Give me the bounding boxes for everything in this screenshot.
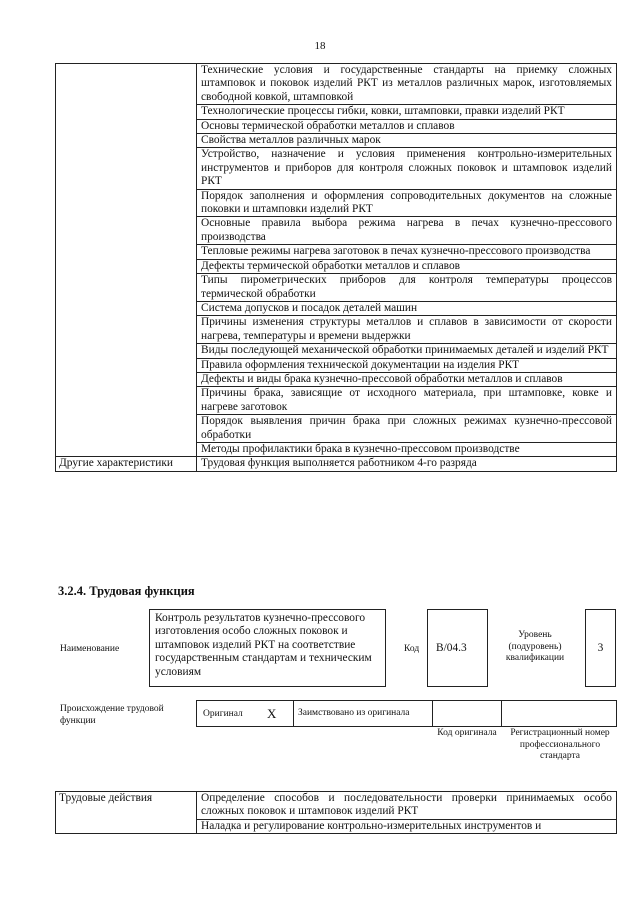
knowledge-item: Типы пирометрических приборов для контроля температуры процессов термической обработки (197, 274, 617, 302)
knowledge-item: Технические условия и государственные стандарты на приемку сложных штамповок и поковок изделий РКТ из металлов различных марок, изготовляемых свободной ковкой, штамповкой (197, 64, 617, 105)
knowledge-item: Устройство, назначение и условия применения контрольно-измерительных инструментов и приборов для контроля сложных поковок и штамповок изделий РКТ (197, 148, 617, 189)
knowledge-item: Дефекты термической обработки металлов и сплавов (197, 259, 617, 273)
knowledge-table (55, 63, 617, 472)
original-label: Оригинал (203, 709, 243, 719)
origin-label: Происхождение трудовой функции (60, 704, 164, 726)
knowledge-item: Система допусков и посадок деталей машин (197, 301, 617, 315)
knowledge-item: Причины изменения структуры металлов и сплавов в зависимости от скорости нагрева, температуры и времени выдержки (197, 316, 617, 344)
knowledge-item: Свойства металлов различных марок (197, 134, 617, 148)
knowledge-item: Тепловые режимы нагрева заготовок в печах кузнечно-прессового производства (197, 245, 617, 259)
section-title: 3.2.4. Трудовая функция (58, 584, 195, 598)
knowledge-item: Основные правила выбора режима нагрева в печах кузнечно-прессового производства (197, 217, 617, 245)
original-mark: X (267, 706, 277, 721)
code-label: Код (404, 644, 420, 654)
table-row (56, 792, 617, 820)
function-name-value: Контроль результатов кузнечно-прессового изготовления особо сложных поковок и штамповок изделий РКТ на соответствие государственным стандартам и техническим условиям (149, 609, 386, 687)
original-cell (196, 700, 294, 727)
other-characteristics-label: Другие характеристики (56, 457, 197, 471)
original-code-cell (432, 700, 502, 727)
knowledge-label-cell (56, 64, 197, 457)
knowledge-item: Причины брака, зависящие от исходного материала, при штамповке, ковке и нагреве заготовок (197, 387, 617, 415)
knowledge-item: Технологические процессы гибки, ковки, штамповки, правки изделий РКТ (197, 105, 617, 119)
borrowed-cell (293, 700, 433, 727)
knowledge-item: Правила оформления технической документации на изделия РКТ (197, 358, 617, 372)
knowledge-item: Порядок выявления причин брака при сложных режимах кузнечно-прессовой обработки (197, 415, 617, 443)
table-row (56, 457, 617, 471)
actions-label: Трудовые действия (56, 792, 197, 834)
knowledge-item: Виды последующей механической обработки принимаемых деталей и изделий РКТ (197, 344, 617, 358)
table-row (56, 64, 617, 105)
knowledge-item: Порядок заполнения и оформления сопроводительных документов на сложные поковки и штамповки изделий РКТ (197, 189, 617, 217)
name-label: Наименование (60, 644, 120, 654)
action-item: Определение способов и последовательности проверки принимаемых особо сложных поковок и штамповок изделий РКТ (197, 792, 617, 820)
page-number: 18 (314, 40, 326, 52)
other-characteristics-value: Трудовая функция выполняется работником 4-го разряда (197, 457, 617, 471)
action-item: Наладка и регулирование контрольно-измерительных инструментов и (197, 819, 617, 833)
knowledge-item: Дефекты и виды брака кузнечно-прессовой обработки металлов и сплавов (197, 372, 617, 386)
code-original-caption: Код оригинала (437, 728, 497, 738)
knowledge-item: Основы термической обработки металлов и сплавов (197, 119, 617, 133)
reg-number-caption: Регистрационный номер профессионального стандарта (510, 728, 610, 761)
reg-number-cell (501, 700, 617, 727)
borrowed-label: Заимствовано из оригинала (298, 708, 410, 718)
actions-table (55, 791, 617, 834)
level-label: Уровень (подуровень) квалификации (505, 630, 565, 663)
knowledge-item: Методы профилактики брака в кузнечно-прессовом производстве (197, 442, 617, 456)
qualification-level-value: 3 (585, 609, 616, 687)
function-code-value: В/04.3 (427, 609, 488, 687)
